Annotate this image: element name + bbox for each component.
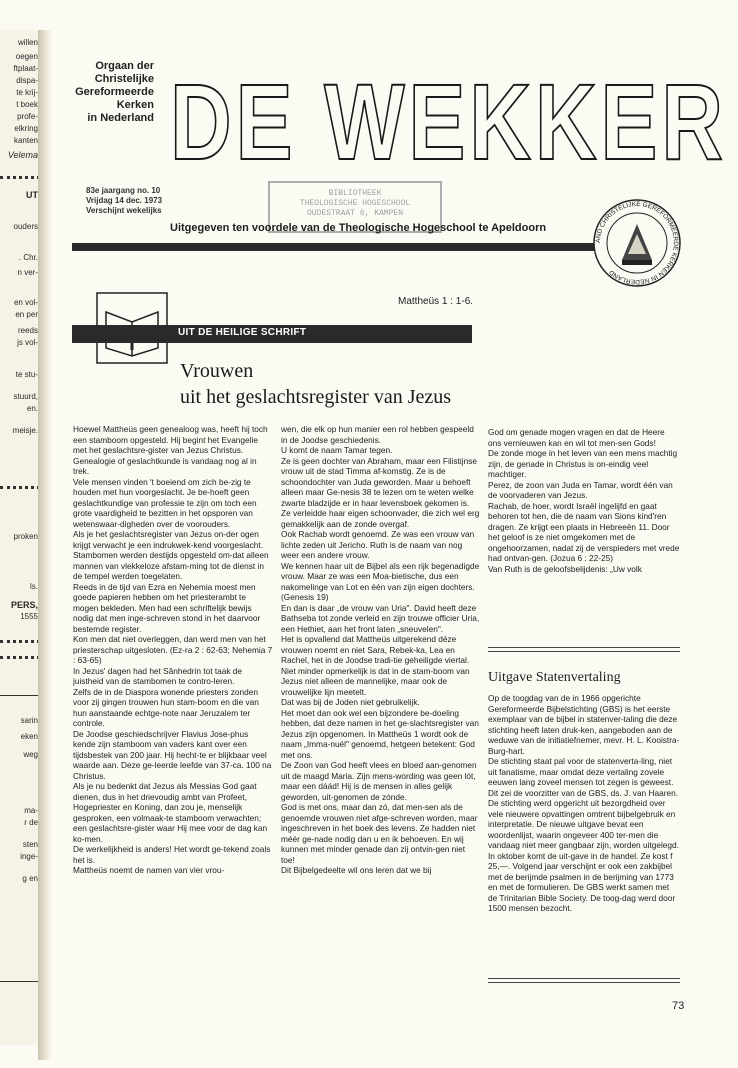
previous-page-fragment: sarin [20, 716, 38, 725]
divider [488, 982, 680, 983]
previous-page-fragment: kanten [13, 136, 38, 145]
paragraph: Ze is geen dochter van Abraham, maar een Filistijnse vrouw uit de stad Timma af-komstig. Ze is de schoondochter van Juda geworden. Maar u behoeft alleen maar Ge-nesis 38 te lezen om te weten welke zwarte bladzijde er in haar levensboek gekomen is. Ze verleidde haar eigen schoonvader, die zich wel erg gemakkelijk aan de zonde overgaf. [281, 455, 480, 529]
paragraph: De werkelijkheid is anders! Het wordt ge-tekend zoals het is. [73, 844, 271, 865]
paragraph: Als je het geslachtsregister van Jezus on-der ogen krijgt verwacht je een indrukwek-kend voorgeslacht. [73, 529, 263, 550]
dotted-rule [0, 176, 40, 179]
previous-page-fragment: profe- [17, 112, 38, 121]
organ-line: in Nederland [87, 112, 154, 124]
divider [488, 651, 680, 652]
article-column-2 [281, 424, 481, 876]
volume: 83e jaargang no. 10 [86, 186, 161, 195]
previous-page-fragment: oegen [15, 52, 38, 61]
previous-page-fragment: UT [26, 190, 38, 200]
publisher-line: Uitgegeven ten voordele van de Theologische Hogeschool te Apeldoorn [170, 222, 547, 234]
paragraph: We kennen haar uit de Bijbel als een rijk begenadigde vrouw. Maar ze was een Moa-bietische, dus een nakomelinge van Lot en één van zijn eigen dochters. (Genesis 19) [281, 560, 480, 602]
dotted-rule [0, 640, 40, 643]
paragraph: Niet minder opmerkelijk is dat in de stam-boom van Jezus niet alleen de mannelijke, maar ook de vrouwelijke lijn meetelt. [281, 665, 470, 697]
organ-line: Christelijke [94, 73, 154, 85]
article-column-1 [73, 424, 273, 876]
previous-page-fragment: te krij- [16, 88, 38, 97]
paragraph: U komt de naam Tamar tegen. [281, 445, 393, 455]
paragraph: wen, die elk op hun manier een rol hebben gespeeld in de Joodse geschiedenis. [281, 424, 474, 445]
paragraph: Als je nu bedenkt dat Jezus als Messias God gaat dienen, dus in het drievoudig ambt van Profeet, Hogepriester en Koning, dan zou je, menselijk gesproken, een volmaak-te stamboom verwachten; een geslachtsre-gister waar Hij mee voor de dag kan ko-men. [73, 781, 268, 844]
paragraph: Hoewel Mattheüs geen genealoog was, heeft hij toch een stamboom opgesteld. Hij begint het Evangelie met het geslachtsre-gister van Jezus Christus. [73, 424, 268, 455]
previous-page-fragment: en. [26, 404, 38, 413]
previous-page-fragment: reeds [17, 326, 38, 335]
paragraph: Kon men dat niet overleggen, dan werd men van het priesterschap uitgesloten. (Ez-ra 2 : 62-63; Nehemia 7 : 63-65) [73, 634, 273, 665]
previous-page-fragment: meisje. [12, 426, 38, 435]
paragraph: Ook Rachab wordt genoemd. Ze was een vrouw van lichte zeden uit Jericho. Ruth is de naam van nog weer een andere vrouw. [281, 529, 475, 560]
paragraph: Perez, de zoon van Juda en Tamar, wordt één van de voorvaderen van Jezus. [488, 479, 673, 500]
church-seal-icon [592, 198, 682, 288]
previous-page-fragment: en per [15, 310, 38, 319]
stamp-line: OUDESTRAAT 6, KAMPEN [306, 209, 403, 218]
divider [488, 978, 680, 979]
previous-page-fragment: 1555 [20, 612, 38, 621]
paragraph: Op de toogdag van de in 1966 opgerichte Gereformeerde Bijbelstichting (GBS) is het eerste exemplaar van de bijbel in statenver-taling die deze stichting heeft laten druk-ken, aangeboden aan de weduwe van de initiatiefnemer, mevr. H. L. Kooistra-Burg-hart. [488, 693, 680, 756]
paragraph: In Jezus' dagen had het Sânhedrin tot taak de juistheid van de stambomen te contro-leren. [73, 665, 243, 686]
paragraph: De Joodse geschiedschrijver Flavius Jose-phus kende zijn stamboom van vaders kant over een tijdsbestek van 200 jaar. Hij hecht-te er blijkbaar veel waarde aan. Deze ge-leerde leefde van 37-ca. 100 na Christus. [73, 728, 272, 781]
previous-page-fragment: ma- [24, 806, 38, 815]
previous-page-fragment: t boek [16, 100, 38, 109]
previous-page-fragment: stuurd, [13, 392, 38, 401]
page-number: 73 [672, 1000, 685, 1012]
previous-page-fragment: ls. [30, 582, 38, 591]
paragraph: God om genade mogen vragen en dat de Heere ons vernieuwen kan en wil tot men-sen Gods! [488, 427, 665, 448]
previous-page-fragment: te stu- [15, 370, 38, 379]
organ-line: Kerken [116, 99, 154, 111]
previous-page-strip [0, 30, 41, 1045]
previous-page-fragment: n ver- [17, 268, 38, 277]
notice-body [488, 693, 680, 914]
paragraph: God is met ons, maar dan zó, dat men-sen als de genoemde vrouwen niet afge-schreven worden, maar ingeschreven in het boek des levens. Ze hadden niet méér ge-nade nodig dan u en ik behoeven. En wij kunnen met minder genade dan zij ontvin-gen niet toe! [281, 802, 478, 865]
previous-page-fragment: dispa- [16, 76, 38, 85]
previous-page-fragment: elkring [14, 124, 38, 133]
previous-page-fragment: . Chr. [18, 253, 38, 262]
previous-page-fragment: en vol- [13, 298, 38, 307]
dotted-rule [0, 656, 40, 659]
article-title [180, 358, 480, 410]
page-fold [38, 30, 52, 1060]
paragraph: Mattheüs noemt de namen van vier vrou- [73, 865, 225, 875]
boxed-area [0, 695, 39, 982]
organ-line: Orgaan der [95, 60, 154, 72]
previous-page-fragment: g en [22, 874, 38, 883]
organ-line: Gereformeerde [75, 86, 154, 98]
paragraph: Dat was bij de Joden niet gebruikelijk. [281, 697, 420, 707]
previous-page-fragment: ftplaat- [13, 64, 38, 73]
organ-block [72, 60, 154, 125]
divider [488, 647, 680, 648]
masthead-rule [72, 243, 642, 251]
paragraph: Het moet dan ook wel een bijzondere be-doeling hebben, dat deze namen in het ge-slachtsregister van Jezus zijn opgenomen. In Mattheüs 1 wordt ook de naam „Imma-nuël" genoemd, hetgeen betekent: God met ons. [281, 707, 479, 760]
paragraph: De Zoon van God heeft vlees en bloed aan-genomen uit de maagd Maria. Zijn mens-wording was geen lót, maar een dáád! Hij is de mensen in alles gelijk geworden, uit-genomen de zónde. [281, 760, 477, 802]
frequency: Verschijnt wekelijks [86, 206, 162, 215]
paragraph: De zonde moge in het leven van een mens machtig zijn, de genade in Christus is on-eindig veel machtiger. [488, 448, 678, 479]
masthead-logo: DE WEKKER [170, 61, 727, 182]
issue-date: Vrijdag 14 dec. 1973 [86, 196, 163, 205]
paragraph: Het is opvallend dat Mattheüs uitgerekend déze vrouwen noemt en niet Sara, Rebek-ka, Lea en Rachel, het in de Joodse tradi-tie geheiligde viertal. [281, 634, 470, 665]
previous-page-fragment: weg [23, 750, 38, 759]
dotted-rule [0, 486, 40, 489]
previous-page-fragment: ouders [13, 222, 38, 231]
paragraph: Stambomen werden destijds opgesteld om-dat alleen mannen van vlekkeloze afstam-ming tot de dienst in de tempel werden toegelaten. [73, 550, 269, 581]
stamp-line: BIBLIOTHEEK [328, 189, 382, 198]
paragraph: Vele mensen vinden 't boeiend om zich be-zig te houden met hun voorgeslacht. Je be-hoeft geen geslachtkundige van professie te zijn om toch een grote vaardigheid te bezitten in het opsporen van wetenswaar-digheden over de voorouders. [73, 476, 257, 529]
notice-title: Uitgave Statenvertaling [488, 670, 621, 685]
paragraph: En dan is daar „de vrouw van Uria". David heeft deze Bathseba tot zonde verleid en zijn trouwe officier Uria, een Hethiet, aan het front laten „sneuvelen". [281, 602, 480, 634]
paragraph: Reeds in de tijd van Ezra en Nehemia moest men goede papieren hebben om het priesterambt te mogen bekleden. Men had een schriftelijk bewijs nodig dat men inge-schreven stond in het daarvoor bestemde register. [73, 581, 261, 634]
section-label: UIT DE HEILIGE SCHRIFT [178, 327, 307, 338]
paragraph: Rachab, de hoer, wordt Israël ingelijfd en gaat behoren tot hen, die de naam van Sions kind'ren dragen. Ze krijgt een plaats in Hebreeën 11. Door het geloof is ze niet omgekomen met de ongehoorzamen, nadat zij de verspieders met vrede had ontvan-gen. (Jozua 6 : 22-25) [488, 500, 680, 563]
paragraph: Zelfs de in de Diaspora wonende priesters zonden voor zij gingen trouwen hun stam-boom en die van hun aanstaande echtge-note naar Jeruzalem ter controle. [73, 686, 259, 728]
title-line: uit het geslachtsregister van Jezus [180, 386, 452, 408]
paragraph: Dit Bijbelgedeelte wil ons leren dat we bij [281, 865, 432, 875]
title-line: Vrouwen [180, 360, 254, 382]
previous-page-fragment: js vol- [17, 338, 38, 347]
previous-page-fragment: PERS, [10, 600, 38, 610]
previous-page-fragment: Velema [7, 150, 38, 160]
paragraph: Genealogie of geslachtkunde is vandaag nog al in trek. [73, 455, 257, 476]
paragraph: De stichting staat pal voor de statenverta-ling, niet uit fanatisme, maar omdat deze vertaling zovele eeuwen lang zoveel mensen tot zegen is geweest. Dit zei de voorzitter van de GBS, ds. J. van Haaren. De stichting werd opgericht uit bezorgdheid over vele nieuwere opvattingen omtrent bijbelgebruik en interpretatie. De nieuwe uitgave bevat een woordenlijst, waarin ongeveer 400 ter-men die vandaag niet meer gangbaar zijn, worden uitgelegd. In oktober komt de uit-gave in de handel. Ze kost f 25,—. Volgend jaar verschijnt er ook een zakbijbel met de berijmde psalmen in de berijming van 1773 en met de formulieren. De GBS werkt samen met de Trinitarian Bible Society. De toog-dag werd door 1500 mensen bezocht. [488, 756, 679, 913]
paragraph: Van Ruth is de geloofsbelijdenis: „Uw volk [488, 563, 642, 574]
article-column-3 [488, 427, 680, 574]
previous-page-fragment: sten [22, 840, 38, 849]
previous-page-fragment: r de [24, 818, 38, 827]
previous-page-fragment: willen [17, 38, 38, 47]
stamp-line: THEOLOGISCHE HOGESCHOOL [299, 199, 411, 208]
previous-page-fragment: inge- [20, 852, 38, 861]
previous-page-fragment: eken [20, 732, 38, 741]
seal-text: AND CHRISTELIJKE GEREFORMEERDE KERKEN IN NEDERLAND [594, 200, 680, 286]
issue-meta [86, 186, 206, 216]
previous-page-fragment: proken [13, 532, 38, 541]
scripture-reference: Mattheüs 1 : 1-6. [398, 296, 474, 307]
